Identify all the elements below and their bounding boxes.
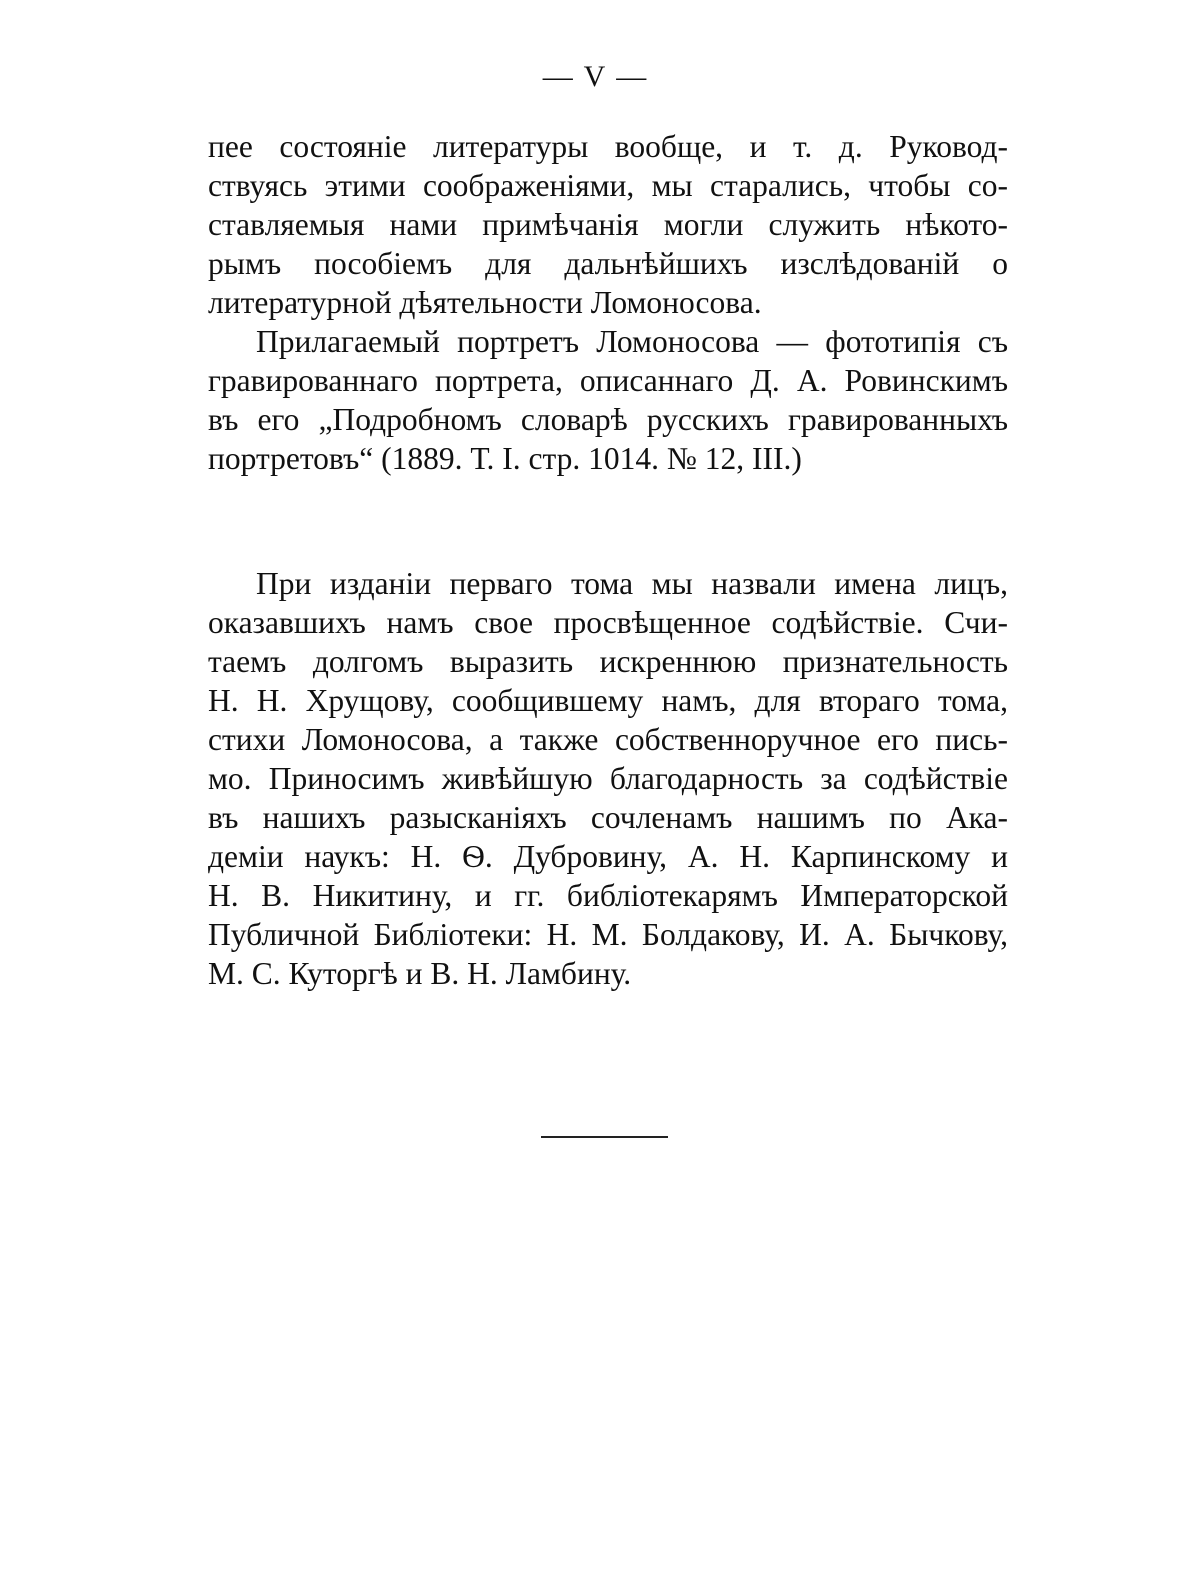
text-line: пее состояніе литературы вообще, и т. д. Руковод- — [208, 129, 1008, 164]
text-line: Н. Н. Хрущову, сообщившему намъ, для втораго тома, — [208, 683, 1008, 718]
text-line: М. С. Куторгѣ и В. Н. Ламбину. — [208, 956, 632, 991]
text-line: деміи наукъ: Н. Ѳ. Дубровину, А. Н. Карпинскому и — [208, 839, 1008, 874]
text-line: стихи Ломоносова, а также собственноручное его пись- — [208, 722, 1008, 757]
text-line: мо. Приносимъ живѣйшую благодарность за содѣйствіе — [208, 761, 1008, 796]
text-line: Публичной Библіотеки: Н. М. Болдакову, И. А. Бычкову, — [208, 917, 1008, 952]
text-line: ставляемыя нами примѣчанія могли служить нѣкото- — [208, 207, 1008, 242]
text-block-acknowledgements — [208, 564, 1008, 993]
text-line: портретовъ“ (1889. Т. I. стр. 1014. № 12, III.) — [208, 441, 802, 476]
text-line: гравированнаго портрета, описаннаго Д. А. Ровинскимъ — [208, 363, 1008, 398]
text-line: ствуясь этими соображеніями, мы старались, чтобы со- — [208, 168, 1008, 203]
text-line: въ нашихъ разысканіяхъ сочленамъ нашимъ по Ака- — [208, 800, 1008, 835]
text-line: литературной дѣятельности Ломоносова. — [208, 285, 762, 320]
text-line: При изданіи перваго тома мы назвали имена лицъ, — [256, 566, 1008, 601]
page-number: — V — — [542, 60, 649, 93]
text-line: Н. В. Никитину, и гг. библіотекарямъ Императорской — [208, 878, 1008, 913]
section-end-rule — [541, 1136, 668, 1138]
text-line: Прилагаемый портретъ Ломоносова — фототипія съ — [256, 324, 1008, 359]
text-line: таемъ долгомъ выразить искреннюю признательность — [208, 644, 1008, 679]
text-line: въ его „Подробномъ словарѣ русскихъ гравированныхъ — [208, 402, 1008, 437]
paragraph-portrait — [208, 322, 1008, 478]
text-line: рымъ пособіемъ для дальнѣйшихъ изслѣдованій о — [208, 246, 1008, 281]
text-line: оказавшихъ намъ свое просвѣщенное содѣйствіе. Счи- — [208, 605, 1008, 640]
paragraph-continuation — [208, 127, 1008, 322]
text-block-top — [208, 127, 1008, 478]
paragraph-acknowledgements — [208, 564, 1008, 993]
